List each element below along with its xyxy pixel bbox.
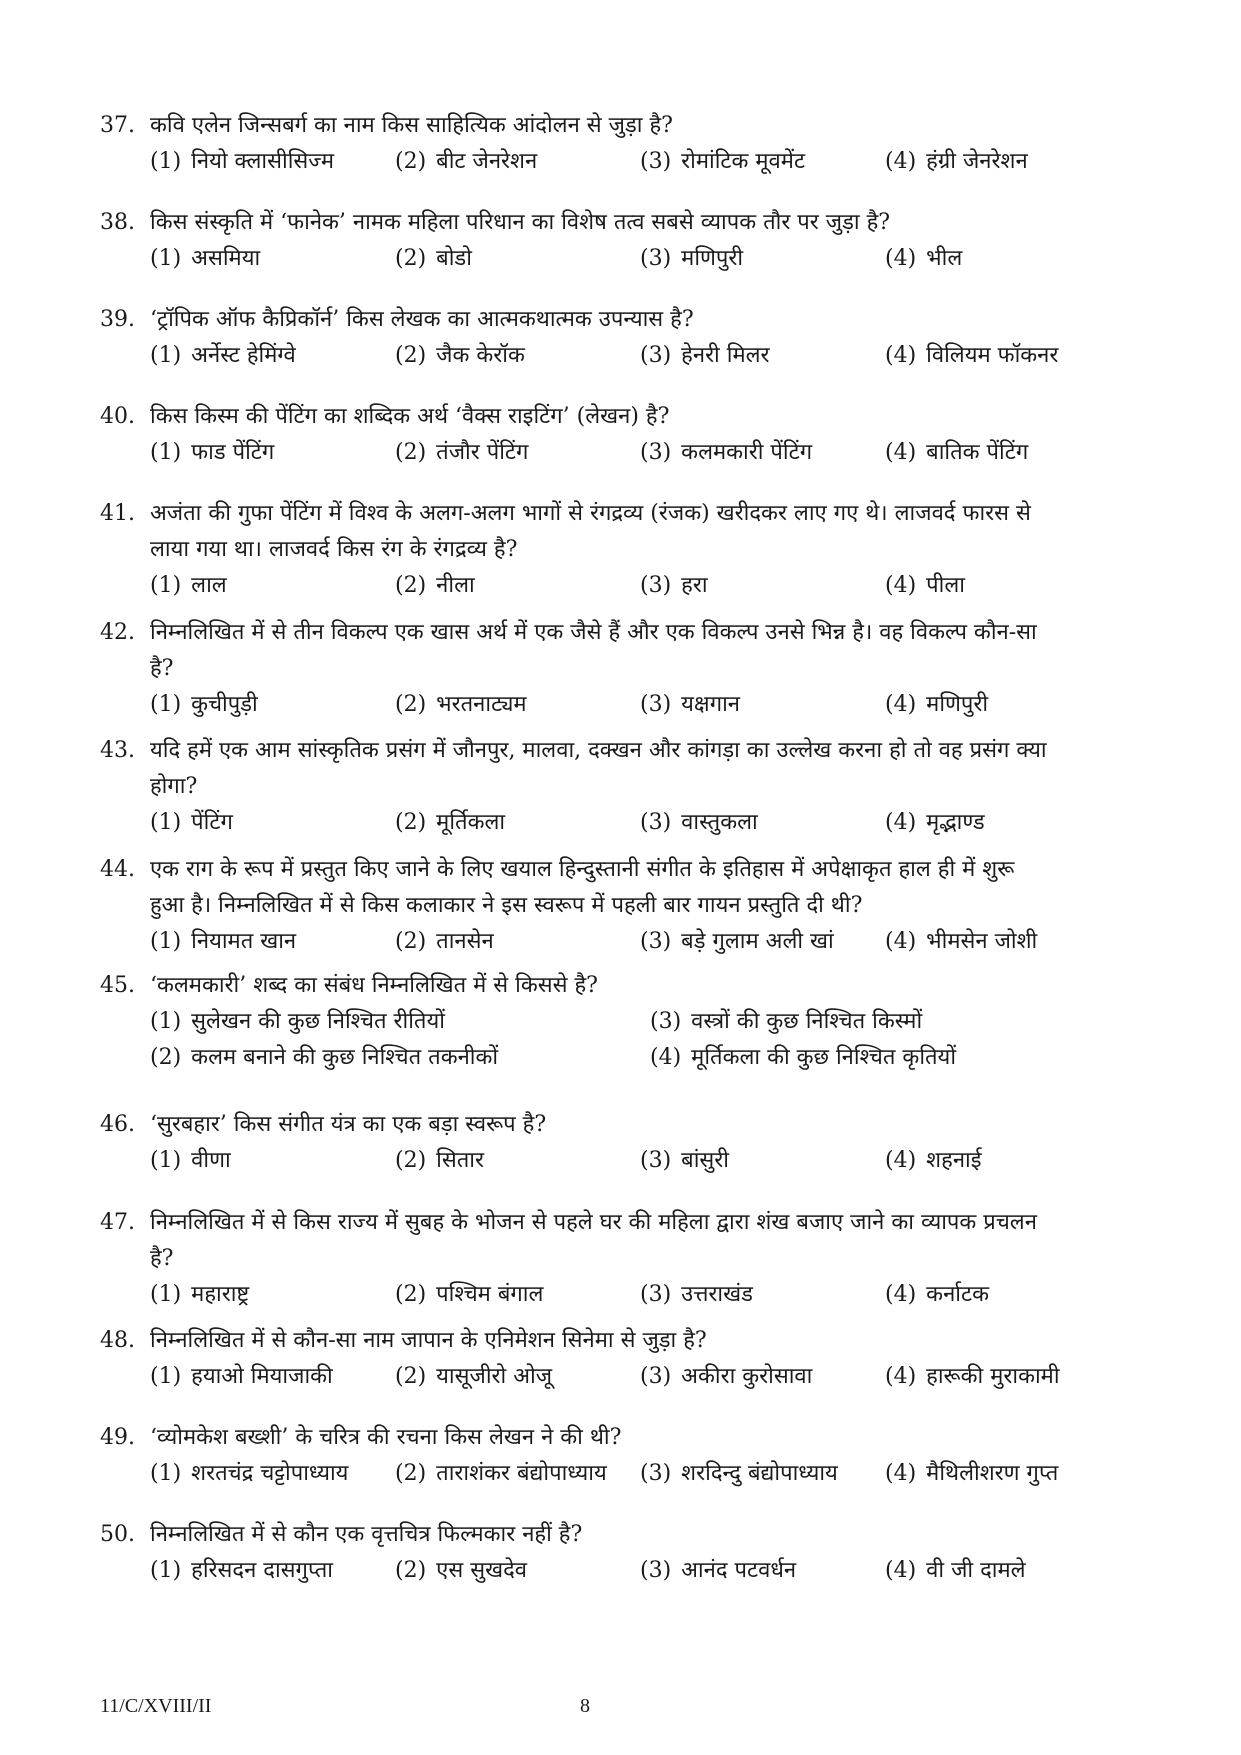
question-text: है? <box>150 656 174 681</box>
option-number: (2) <box>395 573 427 598</box>
option-text: भीमसेन जोशी <box>926 929 1038 954</box>
option-1 <box>150 924 395 960</box>
option-number: (2) <box>395 1148 427 1173</box>
option-text: हरा <box>681 573 708 598</box>
question-number <box>100 769 150 805</box>
question-number <box>100 1241 150 1277</box>
option-text: शहनाई <box>926 1148 982 1173</box>
option-number: (1) <box>150 440 182 465</box>
question-text: ‘व्योमकेश बख्शी’ के चरित्र की रचना किस लेखन ने की थी? <box>150 1425 622 1450</box>
option-number: (3) <box>640 1461 672 1486</box>
option-number: (2) <box>150 1045 182 1070</box>
option-text: पेंटिंग <box>191 810 233 835</box>
option-number: (4) <box>885 810 917 835</box>
option-4 <box>885 338 1130 374</box>
option-text: वीणा <box>191 1148 231 1173</box>
option-2 <box>395 924 640 960</box>
options-row <box>150 144 1145 180</box>
option-2 <box>395 687 640 723</box>
options-row <box>150 435 1145 471</box>
option-text: यक्षगान <box>681 692 741 717</box>
option-text: बातिक पेंटिंग <box>926 440 1029 465</box>
question-text: एक राग के रूप में प्रस्तुत किए जाने के लिए खयाल हिन्दुस्तानी संगीत के इतिहास में अपेक्षाकृत हाल ही में शुरू <box>150 857 1015 882</box>
question-number: 39. <box>100 307 135 332</box>
option-2 <box>395 241 640 277</box>
option-number: (4) <box>885 246 917 271</box>
option-4 <box>885 687 1130 723</box>
question-text-line <box>100 399 1145 435</box>
option-text: मृद्भाण्ड <box>926 810 985 835</box>
question-number: 43. <box>100 738 135 763</box>
question-text: होगा? <box>150 774 198 799</box>
option-text: उत्तराखंड <box>681 1282 753 1307</box>
option-4 <box>885 241 1130 277</box>
option-4 <box>885 1553 1130 1589</box>
question-number: 48. <box>100 1328 135 1353</box>
option-1 <box>150 1143 395 1179</box>
option-number: (1) <box>150 149 182 174</box>
option-number: (1) <box>150 1364 182 1389</box>
option-number: (2) <box>395 1364 427 1389</box>
option-text: नियो क्लासीसिज्म <box>191 149 335 174</box>
option-number: (4) <box>885 573 917 598</box>
option-text: वास्तुकला <box>681 810 758 835</box>
option-4 <box>885 1359 1130 1395</box>
question-50 <box>100 1517 1145 1589</box>
options-row <box>150 338 1145 374</box>
question-46 <box>100 1107 1145 1179</box>
option-number: (4) <box>885 440 917 465</box>
option-text: वस्त्रों की कुछ निश्चित किस्मों <box>691 1009 923 1034</box>
option-number: (3) <box>640 1364 672 1389</box>
option-number: (2) <box>395 929 427 954</box>
question-41 <box>100 496 1145 604</box>
question-text-line <box>100 852 1145 888</box>
option-number: (1) <box>150 1558 182 1583</box>
option-2 <box>395 805 640 841</box>
option-text: बीट जेनरेशन <box>436 149 538 174</box>
option-text: रोमांटिक मूवमेंट <box>681 149 806 174</box>
question-text: किस संस्कृति में ‘फानेक’ नामक महिला परिधान का विशेष तत्व सबसे व्यापक तौर पर जुड़ा है? <box>150 210 891 235</box>
option-text: बोडो <box>436 246 472 271</box>
option-1 <box>150 144 395 180</box>
option-3 <box>640 805 885 841</box>
option-3 <box>640 241 885 277</box>
option-number: (2) <box>395 246 427 271</box>
option-4 <box>885 924 1130 960</box>
option-4 <box>885 1456 1130 1492</box>
option-number: (3) <box>640 810 672 835</box>
question-45 <box>100 968 1145 1076</box>
option-number: (3) <box>640 149 672 174</box>
question-text: अजंता की गुफा पेंटिंग में विश्व के अलग-अलग भागों से रंगद्रव्य (रंजक) खरीदकर लाए गए थे। लाजवर्द फारस से <box>150 501 1031 526</box>
option-2 <box>395 144 640 180</box>
option-2 <box>395 568 640 604</box>
question-text-line <box>100 532 1145 568</box>
option-3 <box>640 1277 885 1313</box>
question-text: लाया गया था। लाजवर्द किस रंग के रंगद्रव्य है? <box>150 537 518 562</box>
option-number: (3) <box>640 1558 672 1583</box>
option-number: (2) <box>395 440 427 465</box>
option-text: पीला <box>926 573 965 598</box>
option-number: (1) <box>150 1148 182 1173</box>
option-text: सितार <box>436 1148 484 1173</box>
option-number: (2) <box>395 343 427 368</box>
options-row <box>150 924 1145 960</box>
question-text: ‘ट्रॉपिक ऑफ कैप्रिकॉर्न’ किस लेखक का आत्मकथात्मक उपन्यास है? <box>150 307 694 332</box>
option-2 <box>395 338 640 374</box>
question-number <box>100 888 150 924</box>
option-1 <box>150 687 395 723</box>
option-text: मूर्तिकला <box>436 810 506 835</box>
options-row <box>150 568 1145 604</box>
question-number: 46. <box>100 1112 135 1137</box>
question-37 <box>100 108 1145 180</box>
option-2 <box>150 1040 650 1076</box>
question-text-line <box>100 205 1145 241</box>
option-text: हेनरी मिलर <box>681 343 770 368</box>
option-number: (3) <box>640 343 672 368</box>
option-4 <box>885 435 1130 471</box>
option-3 <box>640 687 885 723</box>
option-number: (1) <box>150 246 182 271</box>
question-text-line <box>100 769 1145 805</box>
question-text-line <box>100 1420 1145 1456</box>
question-text: किस किस्म की पेंटिंग का शब्दिक अर्थ ‘वैक्स राइटिंग’ (लेखन) है? <box>150 404 670 429</box>
option-text: भील <box>926 246 963 271</box>
question-text: ‘कलमकारी’ शब्द का संबंध निम्नलिखित में से किससे है? <box>150 973 598 998</box>
option-text: मणिपुरी <box>926 692 989 717</box>
option-text: सुलेखन की कुछ निश्चित रीतियों <box>191 1009 445 1034</box>
option-2 <box>395 435 640 471</box>
option-3 <box>640 1359 885 1395</box>
option-text: कर्नाटक <box>926 1282 989 1307</box>
option-text: वी जी दामले <box>926 1558 1026 1583</box>
option-number: (1) <box>150 573 182 598</box>
option-number: (2) <box>395 1461 427 1486</box>
option-1 <box>150 1004 650 1040</box>
option-text: भरतनाट्यम <box>436 692 527 717</box>
option-number: (1) <box>150 929 182 954</box>
option-text: शरतचंद्र चट्टोपाध्याय <box>191 1461 349 1486</box>
option-text: असमिया <box>191 246 261 271</box>
question-number: 42. <box>100 620 135 645</box>
option-number: (1) <box>150 1009 182 1034</box>
options-row <box>150 687 1145 723</box>
question-text: है? <box>150 1246 174 1271</box>
option-number: (4) <box>885 343 917 368</box>
question-text-line <box>100 651 1145 687</box>
question-text: ‘सुरबहार’ किस संगीत यंत्र का एक बड़ा स्वरूप है? <box>150 1112 547 1137</box>
option-number: (3) <box>640 692 672 717</box>
option-number: (4) <box>650 1045 682 1070</box>
option-text: शरदिन्दु बंद्योपाध्याय <box>681 1461 838 1486</box>
option-text: फाड पेंटिंग <box>191 440 275 465</box>
option-text: अकीरा कुरोसावा <box>681 1364 813 1389</box>
option-text: मणिपुरी <box>681 246 744 271</box>
question-number: 45. <box>100 973 135 998</box>
option-1 <box>150 1553 395 1589</box>
option-3 <box>640 1553 885 1589</box>
option-number: (2) <box>395 1558 427 1583</box>
question-42 <box>100 615 1145 723</box>
question-text-line <box>100 615 1145 651</box>
question-number: 44. <box>100 857 135 882</box>
question-text-line <box>100 1323 1145 1359</box>
option-4 <box>650 1040 1150 1076</box>
question-text-line <box>100 1241 1145 1277</box>
question-number: 38. <box>100 210 135 235</box>
option-text: महाराष्ट्र <box>191 1282 250 1307</box>
option-2 <box>395 1456 640 1492</box>
option-2 <box>395 1359 640 1395</box>
option-2 <box>395 1277 640 1313</box>
option-number: (2) <box>395 810 427 835</box>
question-48 <box>100 1323 1145 1395</box>
option-number: (4) <box>885 1364 917 1389</box>
option-3 <box>650 1004 1150 1040</box>
option-text: कलम बनाने की कुछ निश्चित तकनीकों <box>191 1045 499 1070</box>
question-text: हुआ है। निम्नलिखित में से किस कलाकार ने इस स्वरूप में पहली बार गायन प्रस्तुति दी थी? <box>150 893 863 918</box>
options-row <box>150 805 1145 841</box>
option-number: (4) <box>885 149 917 174</box>
paper-code: 11/C/XVIII/II <box>100 1695 212 1717</box>
question-44 <box>100 852 1145 960</box>
option-1 <box>150 568 395 604</box>
option-text: यासूजीरो ओजू <box>436 1364 553 1389</box>
option-number: (2) <box>395 692 427 717</box>
question-text-line <box>100 302 1145 338</box>
options-row <box>150 241 1145 277</box>
option-text: अर्नेस्ट हेमिंग्वे <box>191 343 296 368</box>
option-1 <box>150 805 395 841</box>
options-row <box>150 1040 1145 1076</box>
question-number: 41. <box>100 501 135 526</box>
option-text: तंजौर पेंटिंग <box>436 440 529 465</box>
option-text: नियामत खान <box>191 929 297 954</box>
option-text: विलियम फॉकनर <box>926 343 1059 368</box>
option-number: (3) <box>640 929 672 954</box>
option-text: लाल <box>191 573 227 598</box>
option-3 <box>640 435 885 471</box>
option-number: (4) <box>885 692 917 717</box>
question-number: 37. <box>100 113 135 138</box>
option-number: (1) <box>150 692 182 717</box>
option-number: (1) <box>150 810 182 835</box>
option-1 <box>150 1456 395 1492</box>
option-number: (1) <box>150 1461 182 1486</box>
options-row <box>150 1553 1145 1589</box>
option-3 <box>640 1143 885 1179</box>
option-number: (3) <box>640 573 672 598</box>
option-number: (4) <box>885 929 917 954</box>
option-text: कुचीपुड़ी <box>191 692 258 717</box>
question-text-line <box>100 1107 1145 1143</box>
option-number: (4) <box>885 1558 917 1583</box>
option-text: आनंद पटवर्धन <box>681 1558 797 1583</box>
question-text-line <box>100 888 1145 924</box>
question-text-line <box>100 968 1145 1004</box>
option-2 <box>395 1143 640 1179</box>
question-number <box>100 651 150 687</box>
question-47 <box>100 1205 1145 1313</box>
option-number: (2) <box>395 1282 427 1307</box>
question-39 <box>100 302 1145 374</box>
option-1 <box>150 435 395 471</box>
option-4 <box>885 805 1130 841</box>
option-number: (3) <box>640 440 672 465</box>
question-text-line <box>100 1517 1145 1553</box>
question-number: 49. <box>100 1425 135 1450</box>
option-4 <box>885 1277 1130 1313</box>
option-1 <box>150 338 395 374</box>
option-text: ताराशंकर बंद्योपाध्याय <box>436 1461 607 1486</box>
question-text: निम्नलिखित में से कौन-सा नाम जापान के एनिमेशन सिनेमा से जुड़ा है? <box>150 1328 707 1353</box>
question-text-line <box>100 733 1145 769</box>
option-text: पश्चिम बंगाल <box>436 1282 544 1307</box>
option-2 <box>395 1553 640 1589</box>
question-43 <box>100 733 1145 841</box>
question-text: निम्नलिखित में से किस राज्य में सुबह के भोजन से पहले घर की महिला द्वारा शंख बजाए जाने का व्यापक प्रचलन <box>150 1210 1037 1235</box>
question-40 <box>100 399 1145 471</box>
option-number: (2) <box>395 149 427 174</box>
option-text: एस सुखदेव <box>436 1558 527 1583</box>
option-4 <box>885 144 1130 180</box>
option-text: मैथिलीशरण गुप्त <box>926 1461 1059 1486</box>
question-49 <box>100 1420 1145 1492</box>
option-text: बांसुरी <box>681 1148 730 1173</box>
question-number: 40. <box>100 404 135 429</box>
option-text: बड़े गुलाम अली खां <box>681 929 834 954</box>
options-row <box>150 1277 1145 1313</box>
option-3 <box>640 924 885 960</box>
question-text-line <box>100 1205 1145 1241</box>
option-text: नीला <box>436 573 475 598</box>
option-number: (3) <box>650 1009 682 1034</box>
question-38 <box>100 205 1145 277</box>
question-number: 47. <box>100 1210 135 1235</box>
options-row <box>150 1004 1145 1040</box>
option-text: हरिसदन दासगुप्ता <box>191 1558 333 1583</box>
option-3 <box>640 144 885 180</box>
option-number: (1) <box>150 1282 182 1307</box>
option-text: हंग्री जेनरेशन <box>926 149 1028 174</box>
option-1 <box>150 241 395 277</box>
option-1 <box>150 1277 395 1313</box>
options-row <box>150 1456 1145 1492</box>
option-text: हारूकी मुराकामी <box>926 1364 1060 1389</box>
option-text: तानसेन <box>436 929 494 954</box>
question-text: निम्नलिखित में से कौन एक वृत्तचित्र फिल्मकार नहीं है? <box>150 1522 583 1547</box>
question-text: निम्नलिखित में से तीन विकल्प एक खास अर्थ में एक जैसे हैं और एक विकल्प उनसे भिन्न है। वह विकल्प कौन-सा <box>150 620 1037 645</box>
option-1 <box>150 1359 395 1395</box>
option-number: (3) <box>640 1148 672 1173</box>
options-row <box>150 1143 1145 1179</box>
question-text-line <box>100 108 1145 144</box>
option-number: (4) <box>885 1282 917 1307</box>
option-text: मूर्तिकला की कुछ निश्चित कृतियों <box>691 1045 957 1070</box>
page-number: 8 <box>580 1695 590 1717</box>
question-text-line <box>100 496 1145 532</box>
option-text: जैक केरॉक <box>436 343 525 368</box>
question-number <box>100 532 150 568</box>
option-3 <box>640 338 885 374</box>
option-text: कलमकारी पेंटिंग <box>681 440 813 465</box>
option-text: हयाओ मियाजाकी <box>191 1364 333 1389</box>
question-text: यदि हमें एक आम सांस्कृतिक प्रसंग में जौनपुर, मालवा, दक्खन और कांगड़ा का उल्लेख करना हो तो वह प्रसंग क्या <box>150 738 1047 763</box>
option-number: (3) <box>640 246 672 271</box>
option-3 <box>640 568 885 604</box>
question-number: 50. <box>100 1522 135 1547</box>
option-4 <box>885 568 1130 604</box>
option-number: (3) <box>640 1282 672 1307</box>
option-number: (4) <box>885 1148 917 1173</box>
question-text: कवि एलेन जिन्सबर्ग का नाम किस साहित्यिक आंदोलन से जुड़ा है? <box>150 113 673 138</box>
option-number: (1) <box>150 343 182 368</box>
option-3 <box>640 1456 885 1492</box>
options-row <box>150 1359 1145 1395</box>
option-number: (4) <box>885 1461 917 1486</box>
option-4 <box>885 1143 1130 1179</box>
